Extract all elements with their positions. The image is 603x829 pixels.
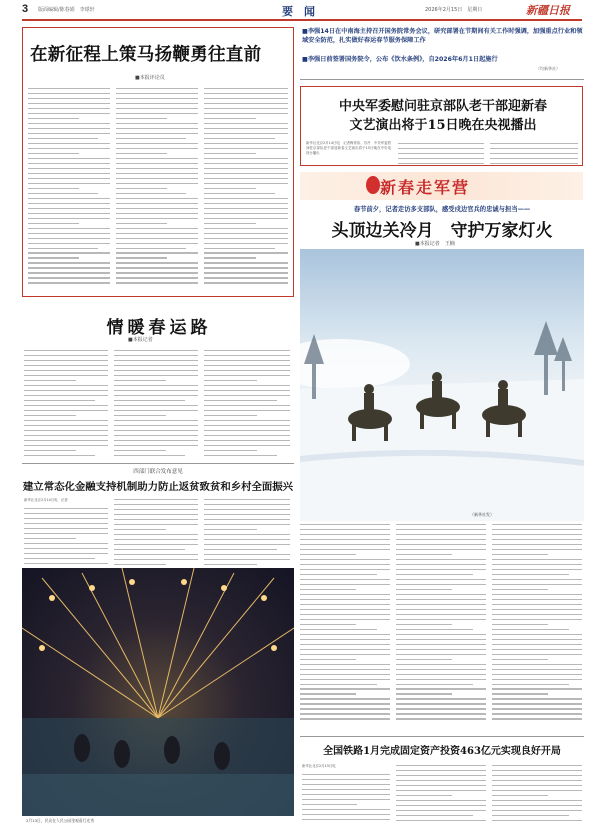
lantern-show-illustration <box>22 568 294 816</box>
warmth-col3 <box>204 350 290 460</box>
banner-lead: 春节前夕，记者走访多支部队，感受戍边官兵的忠诚与担当—— <box>353 206 531 213</box>
newspaper-logo: 新疆日报 <box>526 4 570 17</box>
editorial-col3 <box>204 88 288 290</box>
railway-col1 <box>302 774 390 824</box>
gala-lead: 新华社北京2月14日电 记者梅常伟、苏丹 中央军委慰问驻京部队老干部迎新春文艺演出将于15日晚在中央电视台播出 <box>306 141 391 156</box>
finance-title: 建立常态化金融支持机制助力防止返贫致贫和乡村全面振兴 <box>22 481 294 493</box>
border-feature-byline: ■本报记者 王楠 <box>415 241 455 247</box>
warmth-title: 情暖春运路 <box>106 318 212 338</box>
finance-lead: 新华社北京2月14日电 记者 <box>24 498 68 502</box>
editorial-col2 <box>116 88 198 290</box>
issue-date: 2026年2月15日 星期日 <box>425 7 483 13</box>
gala-col3 <box>490 143 578 165</box>
lantern-photo-caption: 2月13日，民众在人民公园里观看灯光秀 <box>26 818 94 823</box>
page-number: 3 <box>22 3 29 15</box>
editorial-byline: ■本报评论员 <box>135 75 165 81</box>
railway-title: 全国铁路1月完成固定资产投资463亿元实现良好开局 <box>323 746 561 757</box>
page-editors: 版面编辑/陈春娟 李璟轩 <box>38 7 95 13</box>
warmth-divider <box>22 463 294 464</box>
finance-col3 <box>204 499 290 566</box>
banner-lantern-icon <box>366 176 380 194</box>
warmth-col1 <box>24 350 108 460</box>
border-feature-col2 <box>396 524 486 727</box>
snow-patrol-illustration <box>300 249 584 521</box>
finance-col1 <box>24 508 108 566</box>
brief-source: （均新华社） <box>536 66 560 71</box>
snow-patrol-photo <box>300 249 584 521</box>
editorial-col1 <box>28 88 110 290</box>
gala-title-line1: 中央军委慰问驻京部队老干部迎新春 <box>338 99 547 114</box>
border-feature-col1 <box>300 524 390 727</box>
gala-title-line2: 文艺演出将于15日晚在央视播出 <box>349 118 537 133</box>
finance-col2 <box>114 499 198 566</box>
finance-kicker: 四部门联合发布意见 <box>133 469 183 475</box>
brief-item-2: ■李强日前签署国务院令，公布《饮水条例》，自2026年6月1日起施行 <box>302 56 498 63</box>
railway-col3 <box>492 765 582 824</box>
gala-col2 <box>398 143 484 165</box>
railway-divider <box>300 736 584 737</box>
page-header <box>0 0 603 19</box>
banner-title: 新春走军营 <box>380 178 471 197</box>
lantern-show-photo <box>22 568 294 816</box>
border-feature-col3 <box>492 524 582 727</box>
railway-lead: 新华社北京2月13日电 <box>302 764 336 768</box>
editorial-title: 在新征程上策马扬鞭勇往直前 <box>30 45 262 65</box>
snow-photo-caption: （新华社发） <box>470 512 494 517</box>
header-rule <box>22 19 582 21</box>
section-title: 要 闻 <box>282 5 315 18</box>
warmth-byline: ■本报记者 <box>128 337 153 343</box>
border-feature-title: 头顶边关冷月 守护万家灯火 <box>331 221 553 241</box>
brief-item-1: ■李强14日在中南海主持召开国务院常务会议，研究部署在节期间有关工作时强调，加强重点行业和领域安全防范，扎实做好春运春节服务保障工作 <box>302 28 583 44</box>
briefs-divider <box>300 79 584 80</box>
railway-col2 <box>396 765 486 824</box>
warmth-col2 <box>114 350 198 460</box>
